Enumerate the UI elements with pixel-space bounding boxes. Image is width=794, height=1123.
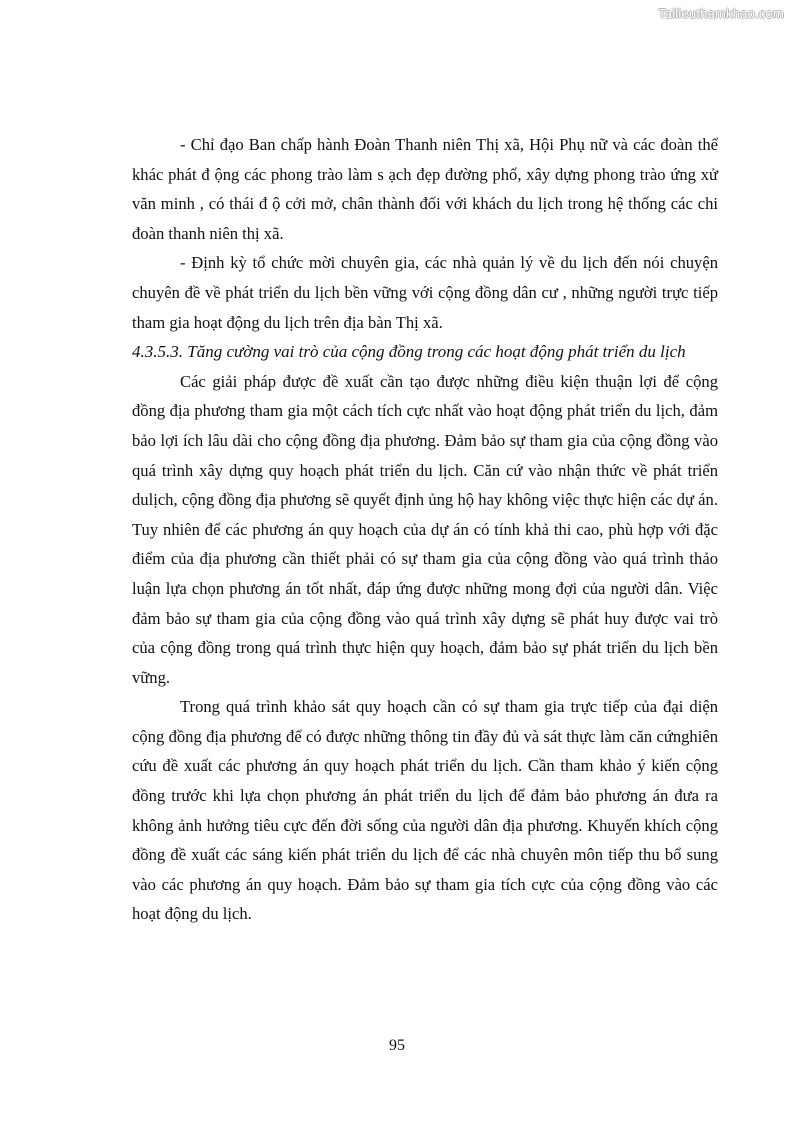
document-page [132,130,718,929]
paragraph-youth-union: - Chỉ đạo Ban chấp hành Đoàn Thanh niên Thị xã, Hội Phụ nữ và các đoàn thể khác phát đ ộng các phong trào làm s ạch đẹp đường phố, xây dựng phong trào ứng xử văn minh , có thái đ ộ cởi mở, chân thành đối với khách du lịch trong hệ thống các chi đoàn thanh niên thị xã. [132,135,718,243]
watermark: Tailieuthamkhao.com [658,6,784,21]
paragraph-planning-survey: Trong quá trình khảo sát quy hoạch cần có sự tham gia trực tiếp của đại diện cộng đồng địa phương để có được những thông tin đầy đủ và sát thực làm căn cứnghiên cứu đề xuất các phương án quy hoạch phát triển du lịch. Cần tham khảo ý kiến cộng đồng trước khi lựa chọn phương án phát triển du lịch để đảm bảo phương án đưa ra không ảnh hưởng tiêu cực đến đời sống của người dân địa phương. Khuyến khích cộng đồng đề xuất các sáng kiến phát triển du lịch để các nhà chuyên môn tiếp thu bổ sung vào các phương án quy hoạch. Đảm bảo sự tham gia tích cực của cộng đồng vào các hoạt động du lịch. [132,697,718,924]
page-number: 95 [389,1037,405,1054]
section-heading: 4.3.5.3. Tăng cường vai trò của cộng đồng trong các hoạt động phát triển du lịch [132,342,686,362]
paragraph-community-participation: Các giải pháp được đề xuất cần tạo được những điều kiện thuận lợi để cộng đồng địa phương tham gia một cách tích cực nhất vào hoạt động phát triển du lịch, đảm bảo lợi ích lâu dài cho cộng đồng địa phương. Đảm bảo sự tham gia của cộng đồng vào quá trình xây dựng quy hoạch phát triển du lịch. Căn cứ vào nhận thức về phát triển dulịch, cộng đồng địa phương sẽ quyết định ủng hộ hay không việc thực hiện các dự án. Tuy nhiên để các phương án quy hoạch của dự án có tính khả thi cao, phù hợp với đặc điểm của địa phương cần thiết phải có sự tham gia của cộng đồng vào quá trình thảo luận lựa chọn phương án tốt nhất, đáp ứng được những mong đợi của người dân. Việc đảm bảo sự tham gia của cộng đồng vào quá trình xây dựng sẽ phát huy được vai trò của cộng đồng trong quá trình thực hiện quy hoạch, đảm bảo sự phát triển du lịch bền vững. [132,371,718,687]
paragraph-expert-talks: - Định kỳ tổ chức mời chuyên gia, các nhà quản lý về du lịch đến nói chuyện chuyên đề về phát triển du lịch bền vững với cộng đồng dân cư , những người trực tiếp tham gia hoạt động du lịch trên địa bàn Thị xã. [132,253,718,332]
